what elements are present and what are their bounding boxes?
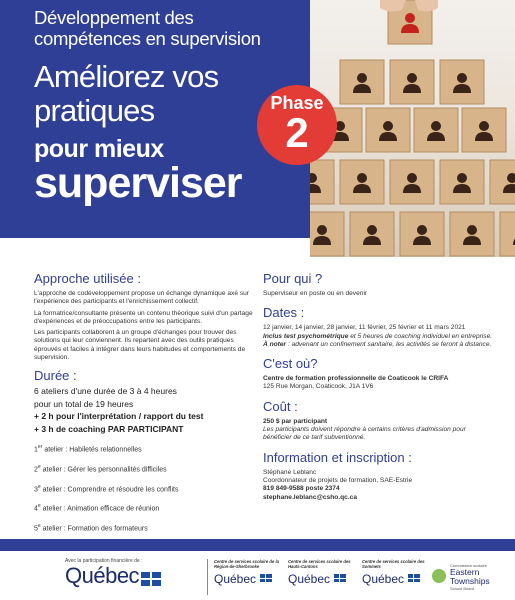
lieu-heading: C'est où? xyxy=(263,356,318,372)
css-sommets-caption: Centre de services scolaire des Sommets xyxy=(362,559,425,569)
css-hauts-cantons-wordmark: Québec xyxy=(288,571,331,586)
atelier-topic: : Animation efficace de réunion xyxy=(63,505,160,513)
dates-inclus xyxy=(263,333,493,341)
phase-badge xyxy=(257,85,337,165)
cout-heading: Coût : xyxy=(263,398,298,414)
logo-divider xyxy=(207,559,208,595)
contact-role: Coordonnateur de projets de formation, SAE-Estrie xyxy=(263,476,413,484)
css-sherbrooke-logo xyxy=(214,560,284,588)
approche-paragraph-2: La formatrice/consultante présente un contenu théorique suivi d'un partage d'expériences et de préoccupations entre les participants. xyxy=(34,309,253,325)
lieu-address: 125 Rue Morgan, Coaticook, J1A 1V6 xyxy=(263,383,374,391)
css-sommets-logo xyxy=(362,560,432,588)
cout-price: 250 $ par participant xyxy=(263,417,328,425)
atelier-topic: : Formation des formateurs xyxy=(63,525,148,533)
duree-line-3 xyxy=(34,412,259,422)
cout-note: Les participants doivent répondre à certains critères d'admission pour bénéficier de ce tarif subventionné. xyxy=(263,426,466,442)
css-sherbrooke-caption: Centre de services scolaire de la Région-de-Sherbrooke xyxy=(214,559,279,569)
atelier-item xyxy=(34,502,259,513)
css-hauts-cantons-logo xyxy=(288,560,358,588)
wood-block xyxy=(310,212,344,256)
atelier-topic: : Gérer les personnalités difficiles xyxy=(63,466,167,474)
lieu-name: Centre de formation professionnelle de Coaticook le CRIFA xyxy=(263,375,449,383)
duree-heading: Durée : xyxy=(34,368,77,384)
right-column xyxy=(263,271,493,502)
pour-qui-text: Superviseur en poste ou en devenir xyxy=(263,290,368,297)
contact-email[interactable]: stephane.leblanc@csho.qc.ca xyxy=(263,493,358,501)
atelier-item xyxy=(34,463,259,474)
dates-inclus-bold: Inclus test psychométrique xyxy=(263,332,349,340)
phase-number: 2 xyxy=(285,109,309,156)
atelier-ordinal: e xyxy=(37,503,41,510)
quebec-flag-small-icon xyxy=(260,574,272,582)
atelier-ordinal: e xyxy=(37,463,41,470)
ateliers-list xyxy=(34,443,259,553)
title-line-4: superviser xyxy=(34,159,242,207)
duree-line-1: 6 ateliers d'une durée de 3 à 4 heures xyxy=(34,386,177,397)
footer-bar xyxy=(0,539,515,551)
atelier-number: 1 xyxy=(34,446,38,454)
left-column xyxy=(34,271,259,553)
atelier-ordinal: er xyxy=(37,443,43,450)
duree-line-4 xyxy=(34,425,259,435)
css-sommets-wordmark: Québec xyxy=(362,571,405,586)
quebec-flag-icon xyxy=(141,572,161,586)
subtitle xyxy=(34,7,261,49)
wood-block xyxy=(500,212,515,256)
title-line-3: pour mieux xyxy=(34,135,164,163)
duree-line-3-text: + 2 h pour l'interprétation / rapport du test xyxy=(34,411,204,422)
participation-caption: Avec la participation financière de : xyxy=(65,558,143,564)
atelier-label: atelier xyxy=(42,485,62,493)
atelier-number: 2 xyxy=(34,466,38,474)
atelier-ordinal: e xyxy=(37,483,41,490)
subtitle-line-1: Développement des xyxy=(34,7,194,28)
eastern-townships-logo xyxy=(442,563,514,591)
quebec-flag-small-icon xyxy=(334,574,346,582)
pour-qui-heading: Pour qui ? xyxy=(263,271,323,286)
title-line-2: pratiques xyxy=(34,93,155,128)
atelier-number: 3 xyxy=(34,485,38,493)
css-sherbrooke-wordmark: Québec xyxy=(214,571,257,586)
contact-heading: Information et inscription : xyxy=(263,449,412,465)
banner xyxy=(0,0,515,257)
quebec-logo xyxy=(65,558,161,588)
dates-note-rest: : advenant un confinement sanitaire, les activités se feront à distance. xyxy=(286,340,492,348)
atelier-topic: : Comprendre et résoudre les conflits xyxy=(63,485,179,493)
atelier-number: 4 xyxy=(34,505,38,513)
blocks-photo xyxy=(310,0,515,257)
atelier-ordinal: e xyxy=(37,523,41,530)
contact-phone: 819 849-9588 poste 2374 xyxy=(263,485,340,493)
title-panel-strip xyxy=(0,230,310,238)
approche-paragraph-1: L'approche de codéveloppement propose un échange dynamique axé sur l'expérience des participants et l'enrichissement collectif. xyxy=(34,290,249,306)
subtitle-line-2: compétences en supervision xyxy=(34,28,261,49)
dates-heading: Dates : xyxy=(263,305,305,321)
dates-note-bold: À noter xyxy=(263,340,287,348)
et-caption: Commission scolaire xyxy=(450,563,487,568)
atelier-item xyxy=(34,483,259,494)
approche-paragraph-3: Les participants collaborent à un groupe d'échanges pour trouver des solutions qui leur conviennent. Ils repartent avec des outils pratiques éprouvés et faciles à intégrer dans leurs habitudes et comportements de supervision. xyxy=(34,329,246,362)
atelier-label: atelier xyxy=(42,505,62,513)
atelier-number: 5 xyxy=(34,525,38,533)
atelier-item xyxy=(34,522,259,533)
quebec-wordmark: Québec xyxy=(65,563,140,588)
duree-line-2: pour un total de 19 heures xyxy=(34,398,134,409)
duree-line-4-text: + 3 h de coaching PAR PARTICIPANT xyxy=(34,423,184,434)
title-line-1: Améliorez vos xyxy=(34,59,219,94)
et-wordmark: Eastern Townships xyxy=(450,567,490,586)
css-hauts-cantons-caption: Centre de services scolaire des Hauts-Cantons xyxy=(288,559,351,569)
atelier-item xyxy=(34,443,259,454)
phase-label: Phase xyxy=(270,93,324,113)
contact-name: Stéphane Leblanc xyxy=(263,468,317,476)
dates-inclus-rest: et 5 heures de coaching individuel en entreprise. xyxy=(348,332,493,340)
atelier-label: atelier xyxy=(42,466,62,474)
dates-text: 12 janvier, 14 janvier, 28 janvier, 11 février, 25 février et 11 mars 2021 xyxy=(263,324,466,332)
atelier-label: atelier xyxy=(44,446,64,454)
et-subcaption: School Board xyxy=(450,586,475,591)
atelier-label: atelier xyxy=(42,525,62,533)
footer-logos xyxy=(0,551,515,600)
quebec-flag-small-icon xyxy=(408,574,420,582)
dates-note xyxy=(263,341,493,349)
leaf-emblem-icon xyxy=(432,569,446,583)
atelier-topic: : Habiletés relationnelles xyxy=(65,446,142,454)
wooden-blocks-illustration xyxy=(310,0,515,257)
approche-heading: Approche utilisée : xyxy=(34,271,141,286)
